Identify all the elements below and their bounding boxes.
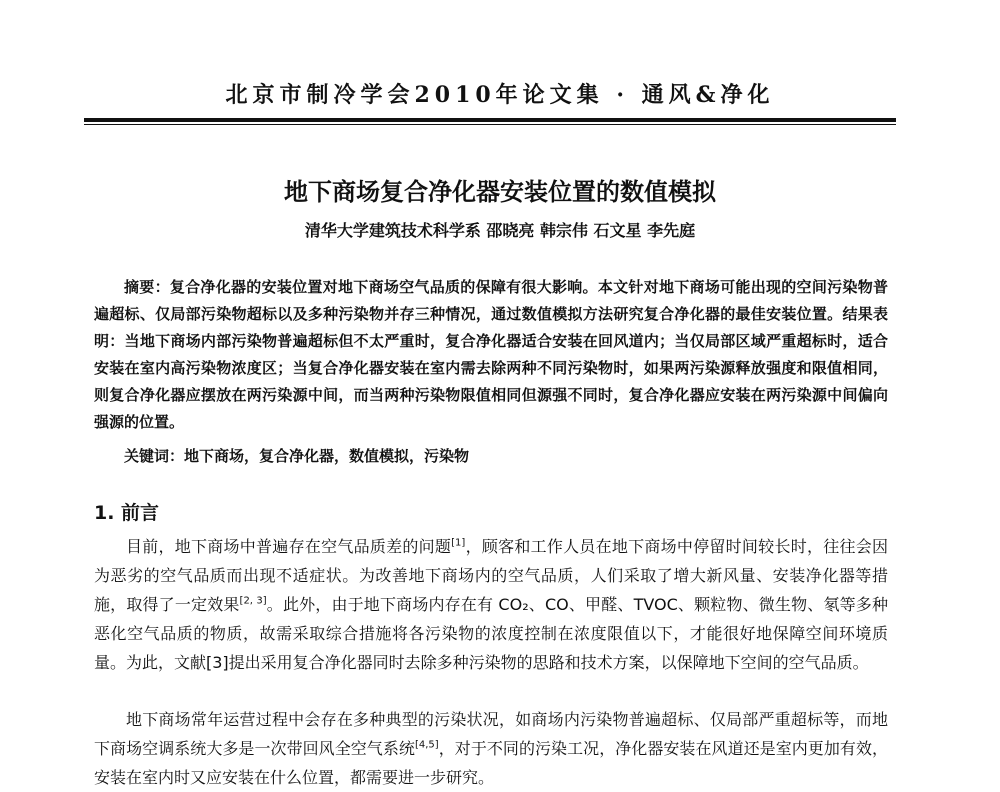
header-rule-thick (84, 118, 896, 122)
citation-ref: [4,5] (414, 739, 439, 751)
paper-title: 地下商场复合净化器安装位置的数值模拟 (284, 178, 716, 206)
citation-ref: [2, 3] (239, 595, 267, 607)
keywords (94, 443, 888, 470)
body-paragraph-2 (94, 705, 888, 792)
abstract-text: 复合净化器的安装位置对地下商场空气品质的保障有很大影响。本文针对地下商场可能出现的空间污染物普遍超标、仅局部污染物超标以及多种污染物并存三种情况，通过数值模拟方法研究复合净化器的最佳安装位置。结果表明：当地下商场内部污染物普遍超标但不太严重时，复合净化器适合安装在回风道内；当仅局部区域严重超标时，适合安装在室内高污染物浓度区；当复合净化器安装在室内需去除两种不同污染物时，如果两污染源释放强度和限值相同，则复合净化器应摆放在两污染源中间，而当两种污染物限值相同但源强不同时，复合净化器应安装在两污染源中间偏向强源的位置。 (94, 278, 888, 431)
body-paragraph-1 (94, 532, 888, 677)
paragraph-text: ，对于不同的污染工况，净化器安装在风道还是室内更加有效，安装在室内时又应安装在什么位置，都需要进一步研究。 (94, 739, 888, 787)
running-header: 北京市制冷学会2010年论文集 · 通风&净化 (225, 82, 775, 108)
citation-ref: [1] (451, 537, 466, 549)
abstract (94, 274, 888, 436)
paragraph-text: 。此外，由于地下商场内存在有 CO₂、CO、甲醛、TVOC、颗粒物、微生物、氡等多种恶化空气品质的物质，故需采取综合措施将各污染物的浓度控制在浓度限值以下，才能很好地保障空间环境质量。为此，文献[3]提出采用复合净化器同时去除多种污染物的思路和技术方案，以保障地下空间的空气品质。 (94, 595, 888, 672)
header-rule-thin (84, 124, 896, 125)
paragraph-text: 地下商场常年运营过程中会存在多种典型的污染状况，如商场内污染物普遍超标、仅局部严重超标等，而地下商场空调系统大多是一次带回风全空气系统 (94, 710, 888, 758)
keywords-label: 关键词： (124, 447, 185, 465)
section-heading-introduction: 1. 前言 (94, 502, 160, 524)
paragraph-text: 目前，地下商场中普遍存在空气品质差的问题 (126, 537, 452, 556)
paragraph-text: ，顾客和工作人员在地下商场中停留时间较长时，往往会因为恶劣的空气品质而出现不适症状。为改善地下商场内的空气品质，人们采取了增大新风量、安装净化器等措施，取得了一定效果 (94, 537, 888, 614)
author-line: 清华大学建筑技术科学系 邵晓亮 韩宗伟 石文星 李先庭 (304, 221, 696, 240)
keywords-text: 地下商场，复合净化器，数值模拟，污染物 (184, 447, 470, 465)
abstract-label: 摘要： (124, 278, 170, 296)
